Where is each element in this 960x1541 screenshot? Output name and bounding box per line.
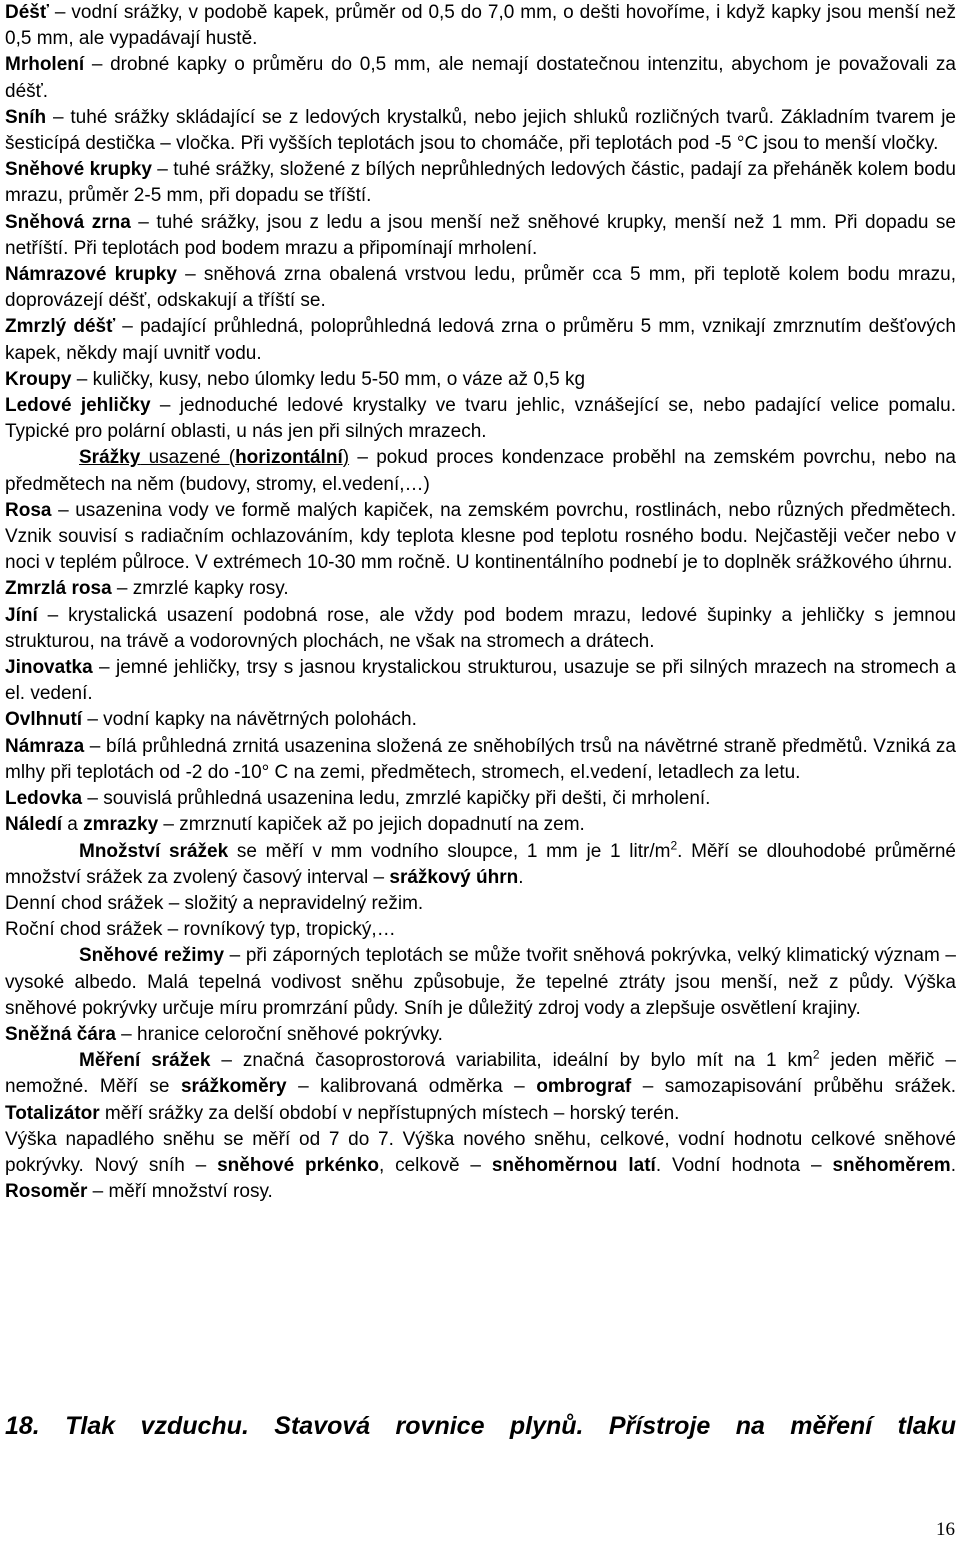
text-run: – pokud proces kondenzace proběhl na zemském povrchu, nebo na předmětech na něm (budovy, stromy, el.vedení,…): [5, 447, 956, 495]
paragraph: [5, 839, 956, 891]
text-run: – drobné kapky o průměru do 0,5 mm, ale nemají dostatečnou intenzitu, abychom je považovali za déšť.: [5, 54, 956, 102]
term: horizontální: [235, 447, 343, 469]
text-run: Výška napadlého sněhu se měří od 7 do 7. Výška nového sněhu, celkové, vodní hodnotu celkové sněhové pokrývky. Nový sníh –: [5, 1128, 956, 1176]
term: Zmrzlá rosa: [5, 578, 112, 600]
paragraph: [5, 0, 956, 52]
term: Rosa: [5, 499, 52, 521]
text-run: – samozapisování průběhu srážek.: [631, 1076, 957, 1098]
term: srážkoměry: [180, 1076, 287, 1098]
text-run: – kuličky, kusy, nebo úlomky ledu 5-50 mm, o váze až 0,5 kg: [71, 368, 586, 390]
term: Sníh: [5, 106, 47, 128]
term: Náledí: [5, 814, 63, 836]
paragraph: [5, 210, 956, 262]
term: Ovlhnutí: [5, 709, 83, 731]
paragraph: [5, 576, 956, 602]
text-run: měří srážky za delší období v nepřístupných místech – horský terén.: [99, 1102, 680, 1124]
text-run: – souvislá průhledná usazenina ledu, zmrzlé kapičky při dešti, či mrholení.: [82, 788, 711, 810]
paragraph: [5, 891, 956, 917]
text-run: ): [342, 447, 350, 469]
text-run: Roční chod srážek – rovníkový typ, tropický,…: [5, 919, 396, 941]
text-run: – padající průhledná, poloprůhledná ledová zrna o průměru 5 mm, vznikají zmrznutím dešťových kapek, někdy mají uvnitř vodu.: [5, 316, 956, 364]
text-run: – tuhé srážky, jsou z ledu a jsou menší než sněhové krupky, menší než 1 mm. Při dopadu se netříští. Při teplotách pod bodem mrazu a připomínají mrholení.: [5, 211, 956, 259]
text-run: – tuhé srážky skládající se z ledových krystalků, nebo jejich shluků rozličných tvarů. Základním tvarem je šesticípá destička – vločka. Při vyšších teplotách jsou to chomáče, při teplotách pod -5 °C jsou to menší vločky.: [5, 106, 956, 155]
text-run: .: [950, 1154, 956, 1176]
term: Sněhová zrna: [5, 211, 131, 233]
term: Jinovatka: [5, 657, 93, 679]
text-run: usazené (: [140, 447, 236, 469]
term: Kroupy: [5, 368, 72, 390]
term: ombrograf: [536, 1076, 632, 1098]
term: Ledové jehličky: [5, 395, 151, 417]
text-run: – při záporných teplotách se může tvořit sněhová pokrývka, velký klimatický význam – vysoké albedo. Malá tepelná vodivost sněhu způsobuje, že tepelné ztráty jsou menší, než z půdy. Výška sněhové pokrývky určuje míru promrzání půdy. Sníh je důležitý zdroj vody a zlepšuje osvětlení krajiny.: [5, 945, 957, 1019]
paragraph: [5, 52, 956, 104]
term: Jíní: [5, 604, 38, 626]
paragraph: [5, 314, 956, 366]
section-heading: 18. Tlak vzduchu. Stavová rovnice plynů. Přístroje na měření tlaku: [5, 1412, 956, 1440]
term: sněhoměrem: [832, 1154, 951, 1176]
text-run: – krystalická usazení podobná rose, ale vždy pod bodem mrazu, ledové šupinky a jehličky s jemnou strukturou, na trávě a vodorovných plochách, ne však na stromech a drátech.: [5, 604, 956, 652]
term: sněhové prkénko: [217, 1154, 379, 1176]
term: zmrazky: [83, 814, 159, 836]
paragraph: [5, 393, 956, 445]
text-run: – jemné jehličky, trsy s jasnou krystalickou strukturou, usazuje se při silných mrazech na stromech a el. vedení.: [5, 657, 956, 705]
paragraph: [5, 917, 956, 943]
term: Měření srážek: [79, 1050, 211, 1072]
term: Námraza: [5, 735, 85, 757]
text-run: – hranice celoroční sněhové pokrývky.: [115, 1023, 443, 1045]
term: Totalizátor: [5, 1102, 100, 1124]
term: Déšť: [5, 2, 49, 23]
term: Množství srážek: [79, 840, 229, 862]
term: Námrazové krupky: [5, 264, 177, 286]
paragraph: [5, 1127, 956, 1206]
superscript: 2: [812, 1047, 820, 1062]
text-run: – sněhová zrna obalená vrstvou ledu, průměr cca 5 mm, při teplotě kolem bodu mrazu, doprovázejí déšť, odskakují a tříští se.: [5, 264, 956, 312]
page-number: 16: [936, 1519, 955, 1540]
text-run: – značná časoprostorová variabilita, ideální by bylo mít na 1 km: [210, 1050, 813, 1072]
text-run: .: [518, 866, 524, 888]
paragraph: [5, 1048, 956, 1127]
text-run: – usazenina vody ve formě malých kapiček, na zemském povrchu, rostlinách, nebo různých předmětech. Vznik souvisí s radiačním ochlazováním, kdy teplota klesne pod teplotu rosného bodu. Nejčastěji večer nebo v noci v teplém půlroce. V extrémech 10-30 mm ročně. U kontinentálního podnebí je to doplněk srážkového úhrnu.: [5, 499, 956, 574]
paragraph: [5, 734, 956, 786]
term: Mrholení: [5, 54, 85, 76]
text-run: – měří množství rosy.: [87, 1181, 273, 1203]
paragraph: [5, 812, 956, 838]
paragraph: [5, 157, 956, 209]
text-run: – bílá průhledná zrnitá usazenina složená ze sněhobílých trsů na návětrné straně předmětů. Vzniká za mlhy při teplotách od -2 do -10° C na zemi, předmětech, stromech, el.vedení, letadlech za letu.: [5, 735, 956, 783]
paragraph: [5, 603, 956, 655]
paragraph: [5, 655, 956, 707]
paragraph: [5, 445, 956, 497]
text-run: – kalibrovaná odměrka –: [286, 1076, 537, 1098]
paragraph: [5, 707, 956, 733]
paragraph: [5, 367, 956, 393]
text-run: – vodní kapky na návětrných polohách.: [82, 709, 417, 731]
term: Sněhové krupky: [5, 159, 152, 181]
term: Sněžná čára: [5, 1023, 116, 1045]
paragraph: [5, 262, 956, 314]
text-run: , celkově –: [378, 1154, 492, 1176]
paragraph: [5, 943, 956, 1022]
text-run: . Vodní hodnota –: [655, 1154, 833, 1176]
term: sněhoměrnou latí: [491, 1154, 656, 1176]
paragraph: [5, 1022, 956, 1048]
text-run: Denní chod srážek – složitý a nepravidelný režim.: [5, 892, 424, 914]
text-run: – tuhé srážky, složené z bílých neprůhledných ledových částic, padají za přeháněk kolem bodu mrazu, průměr 2-5 mm, při dopadu se tříští.: [5, 159, 956, 207]
text-run: a: [62, 814, 84, 836]
term: Sněhové režimy: [79, 945, 225, 967]
term: Srážky: [79, 447, 141, 469]
text-run: . Měří se dlouhodobé průměrné množství srážek za zvolený časový interval –: [5, 840, 956, 888]
term: Rosoměr: [5, 1181, 88, 1203]
document-body: [5, 0, 956, 1205]
paragraph: [5, 786, 956, 812]
text-run: – zmrzlé kapky rosy.: [111, 578, 289, 600]
text-run: jeden měřič – nemožné. Měří se: [5, 1050, 956, 1098]
superscript: 2: [670, 838, 678, 853]
term: Ledovka: [5, 788, 83, 810]
term: srážkový úhrn: [389, 866, 519, 888]
paragraph: [5, 498, 956, 577]
text-run: – zmrznutí kapiček až po jejich dopadnutí na zem.: [158, 814, 585, 836]
text-run: – vodní srážky, v podobě kapek, průměr od 0,5 do 7,0 mm, o dešti hovoříme, i když kapky jsou menší než 0,5 mm, ale vypadávají hustě.: [5, 2, 956, 50]
text-run: se měří v mm vodního sloupce, 1 mm je 1 litr/m: [228, 840, 671, 862]
term: Zmrzlý déšť: [5, 316, 116, 338]
paragraph: [5, 105, 956, 157]
text-run: – jednoduché ledové krystalky ve tvaru jehlic, vznášející se, nebo padající velice pomalu. Typické pro polární oblasti, u nás jen při silných mrazech.: [5, 395, 956, 443]
